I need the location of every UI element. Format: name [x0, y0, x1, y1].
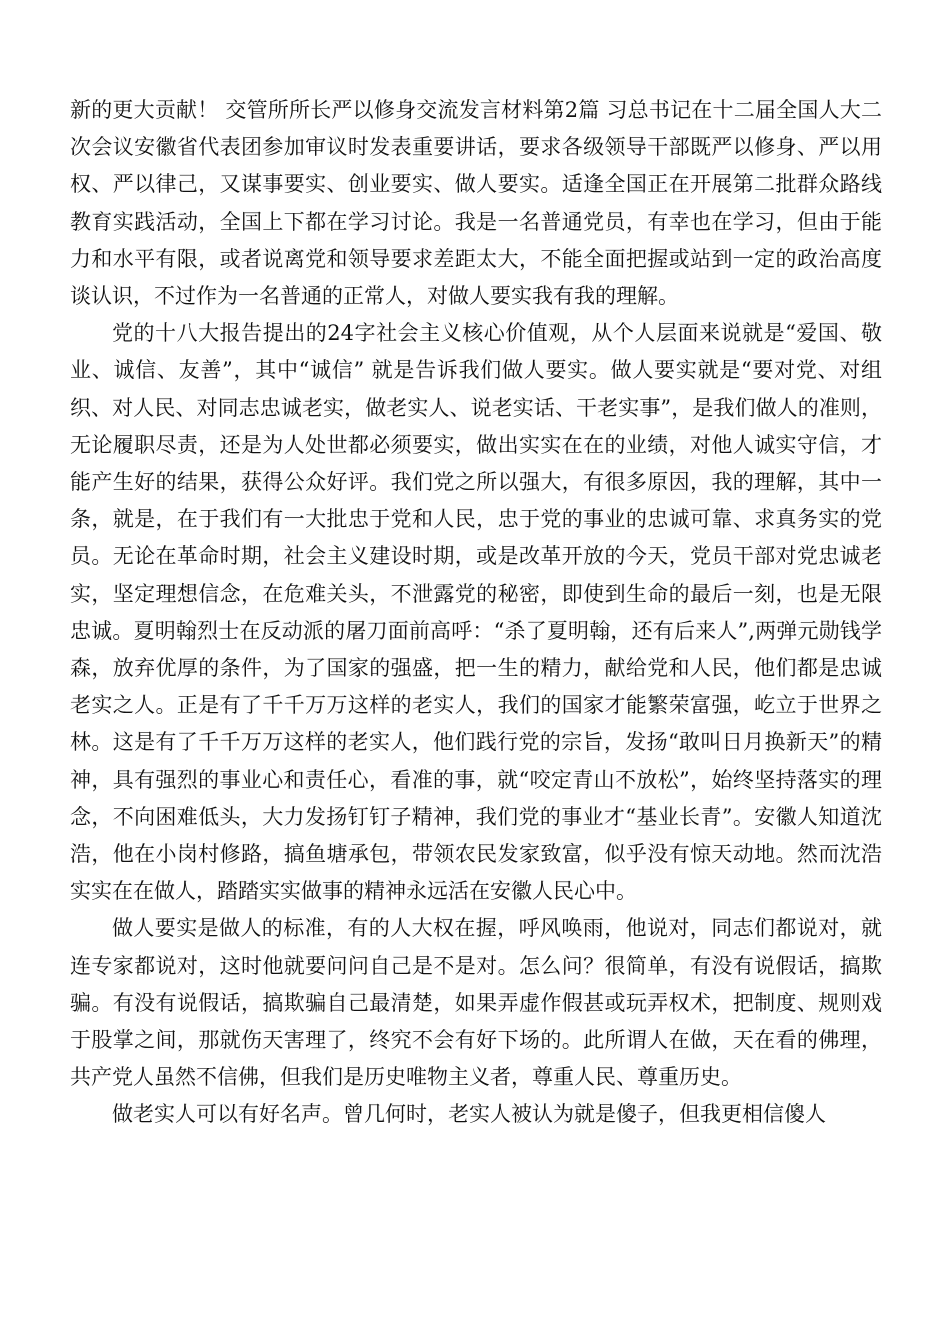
paragraph-reputation: 做老实人可以有好名声。曾几何时，老实人被认为就是傻子，但我更相信傻人 [112, 1102, 826, 1127]
paragraph-intro: 新的更大贡献！ 交管所所长严以修身交流发言材料第2篇 习总书记在十二届全国人大二次会议安徽省代表团参加审议时发表重要讲话，要求各级领导干部既严以修身、严以用权、严以律己，又谋事要实、创业要实、做人要实。适逢全国正在开展第二批群众路线教育实践活动，全国上下都在学习讨论。我是一名普通党员，有幸也在学习，但由于能力和水平有限，或者说离党和领导要求差距太大，不能全面把握或站到一定的政治高度谈认识，不过作为一名普通的正常人，对做人要实我有我的理解。 [70, 98, 882, 309]
document-page [70, 92, 882, 1134]
paragraph-standard: 做人要实是做人的标准，有的人大权在握，呼风唤雨，他说对，同志们都说对，就连专家都说对，这时他就要问问自己是不是对。怎么问？很简单，有没有说假话，搞欺骗。有没有说假话，搞欺骗自己最清楚，如果弄虚作假甚或玩弄权术，把制度、规则戏于股掌之间，那就伤天害理了，终究不会有好下场的。此所谓人在做，天在看的佛理，共产党人虽然不信佛，但我们是历史唯物主义者，尊重人民、尊重历史。 [70, 916, 882, 1090]
paragraph-core-values: 党的十八大报告提出的24字社会主义核心价值观，从个人层面来说就是“爱国、敬业、诚信、友善”，其中“诚信” 就是告诉我们做人要实。做人要实就是“要对党、对组织、对人民、对同志忠诚老实，做老实人、说老实话、干老实事”，是我们做人的准则，无论履职尽责，还是为人处世都必须要实，做出实实在在的业绩，对他人诚实守信，才能产生好的结果，获得公众好评。我们党之所以强大，有很多原因，我的理解，其中一条，就是，在于我们有一大批忠于党和人民，忠于党的事业的忠诚可靠、求真务实的党员。无论在革命时期，社会主义建设时期，或是改革开放的今天，党员干部对党忠诚老实，坚定理想信念，在危难关头，不泄露党的秘密，即使到生命的最后一刻，也是无限忠诚。夏明翰烈士在反动派的屠刀面前高呼：“杀了夏明翰，还有后来人”,两弹元勋钱学森，放弃优厚的条件，为了国家的强盛，把一生的精力，献给党和人民，他们都是忠诚老实之人。正是有了千千万万这样的老实人，我们的国家才能繁荣富强，屹立于世界之林。这是有了千千万万这样的老实人，他们践行党的宗旨，发扬“敢叫日月换新天”的精神，具有强烈的事业心和责任心，看准的事，就“咬定青山不放松”，始终坚持落实的理念，不向困难低头，大力发扬钉钉子精神，我们党的事业才“基业长青”。安徽人知道沈浩，他在小岗村修路，搞鱼塘承包，带领农民发家致富，似乎没有惊天动地。然而沈浩实实在在做人，踏踏实实做事的精神永远活在安徽人民心中。 [70, 321, 882, 904]
